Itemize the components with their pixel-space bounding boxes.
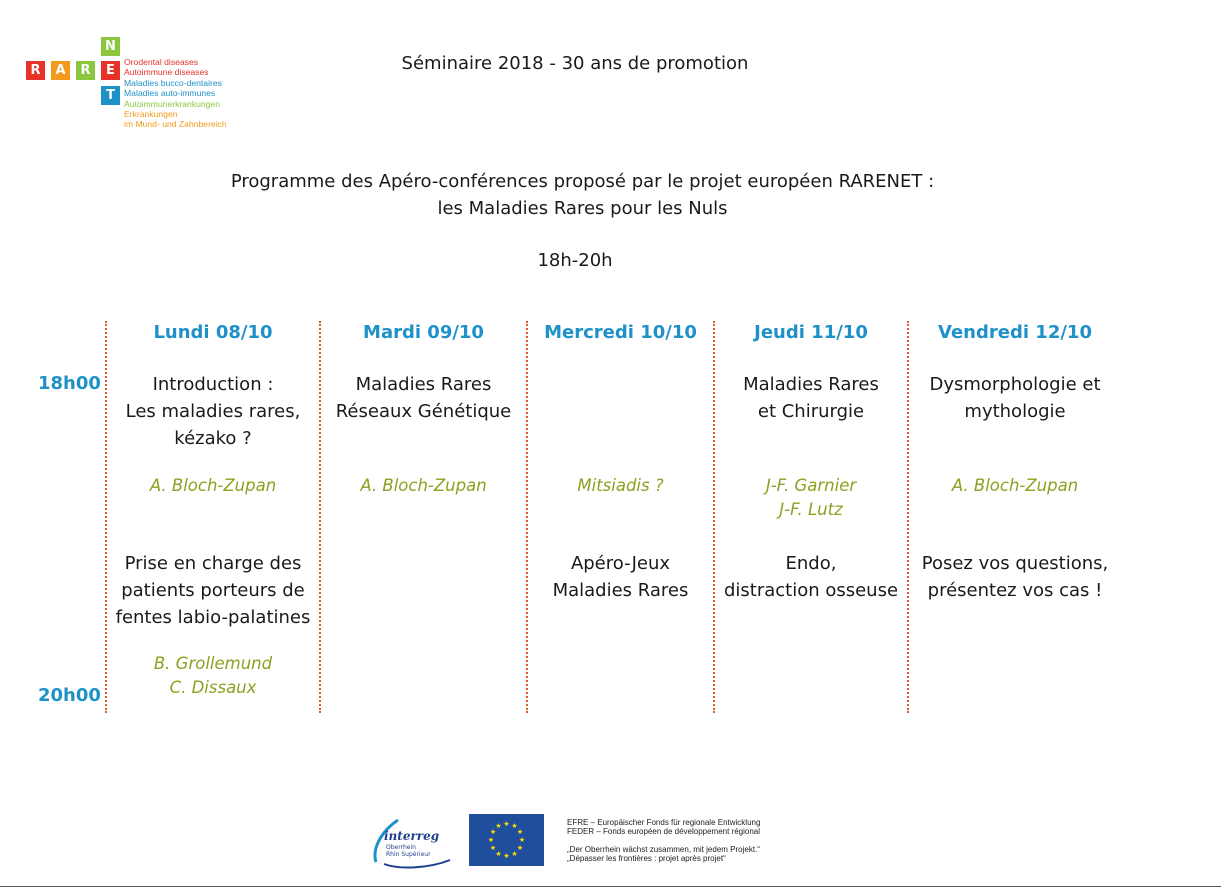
speaker-monday-2 bbox=[108, 652, 318, 700]
session-line: et Chirurgie bbox=[757, 401, 865, 422]
session-line: Maladies Rares bbox=[552, 580, 689, 601]
svg-text:★: ★ bbox=[489, 828, 497, 836]
speaker-line: A. Bloch-Zupan bbox=[360, 476, 487, 495]
day-header-thursday: Jeudi 11/10 bbox=[754, 322, 868, 343]
session-line: Maladies Rares bbox=[355, 374, 492, 395]
session-wednesday-2 bbox=[529, 550, 712, 604]
svg-text:★: ★ bbox=[511, 850, 518, 858]
session-line: Prise en charge des bbox=[124, 553, 302, 574]
logo-tile-r: R bbox=[26, 61, 45, 80]
session-line: Les maladies rares, bbox=[125, 401, 301, 422]
speaker-line: J-F. Garnier bbox=[765, 476, 857, 495]
svg-text:★: ★ bbox=[518, 836, 526, 844]
funding-notice bbox=[567, 818, 760, 864]
speaker-line: A. Bloch-Zupan bbox=[951, 476, 1079, 495]
speaker-line: A. Bloch-Zupan bbox=[149, 476, 277, 495]
column-divider bbox=[319, 321, 321, 713]
session-friday-2 bbox=[910, 550, 1120, 604]
time-range: 18h-20h bbox=[537, 250, 613, 271]
speaker-wednesday-1 bbox=[529, 474, 712, 498]
feder-line: FEDER – Fonds européen de développement régional bbox=[567, 827, 761, 837]
speaker-line: C. Dissaux bbox=[169, 678, 257, 697]
eu-flag-icon bbox=[469, 814, 544, 866]
speaker-tuesday-1 bbox=[322, 474, 525, 498]
session-line: Posez vos questions, bbox=[921, 553, 1109, 574]
svg-text:★: ★ bbox=[516, 828, 524, 836]
session-line: mythologie bbox=[964, 401, 1066, 422]
logo-tile-t: T bbox=[101, 86, 120, 105]
logo-tile-r2: R bbox=[76, 61, 95, 80]
program-subtitle: les Maladies Rares pour les Nuls bbox=[437, 198, 728, 219]
logo-tile-a: A bbox=[51, 61, 70, 80]
motto-line: „Dépasser les frontières : projet après projet“ bbox=[567, 854, 726, 864]
speaker-line: Mitsiadis ? bbox=[577, 476, 664, 495]
eu-stars-icon bbox=[469, 814, 544, 866]
logo-line: Autoimmunerkrankungen bbox=[124, 98, 221, 109]
svg-text:★: ★ bbox=[503, 852, 510, 860]
logo-line: Orodental diseases bbox=[124, 57, 199, 67]
motto-line: „Der Oberrhein wächst zusammen, mit jedem Projekt.“ bbox=[567, 844, 760, 854]
session-line: patients porteurs de bbox=[121, 580, 305, 601]
svg-text:★: ★ bbox=[503, 820, 510, 828]
session-monday-2 bbox=[108, 550, 318, 631]
session-thursday-1 bbox=[716, 371, 906, 425]
interreg-word: interreg bbox=[384, 829, 440, 843]
interreg-line2: Rhin Supérieur bbox=[386, 851, 431, 858]
session-line: Apéro-Jeux bbox=[570, 553, 671, 574]
end-time-label: 20h00 bbox=[38, 685, 101, 706]
logo-line: im Mund- und Zahnbereich bbox=[124, 119, 227, 130]
start-time-label: 18h00 bbox=[38, 373, 101, 394]
logo-line: Maladies bucco-dentaires bbox=[124, 77, 222, 88]
svg-text:★: ★ bbox=[516, 844, 524, 852]
column-divider bbox=[105, 321, 107, 713]
column-divider bbox=[713, 321, 715, 713]
session-line: présentez vos cas ! bbox=[927, 580, 1103, 601]
session-line: distraction osseuse bbox=[723, 580, 899, 601]
logo-line: Maladies auto-immunes bbox=[124, 88, 216, 99]
speaker-monday-1 bbox=[108, 474, 318, 498]
svg-text:★: ★ bbox=[511, 822, 518, 830]
column-divider bbox=[526, 321, 528, 713]
speaker-thursday-1 bbox=[716, 474, 906, 522]
session-monday-1 bbox=[108, 371, 318, 452]
logo-tile-n: N bbox=[101, 37, 120, 56]
speaker-line: J-F. Lutz bbox=[779, 500, 843, 519]
svg-text:★: ★ bbox=[487, 836, 495, 844]
day-header-wednesday: Mercredi 10/10 bbox=[544, 322, 697, 343]
session-line: Maladies Rares bbox=[743, 374, 879, 395]
efre-line: EFRE – Europäischer Fonds für regionale Entwicklung bbox=[567, 818, 761, 827]
session-line: Introduction : bbox=[152, 374, 274, 395]
session-tuesday-1 bbox=[322, 371, 525, 425]
session-line: fentes labio-palatines bbox=[115, 607, 311, 628]
page-title: Séminaire 2018 - 30 ans de promotion bbox=[401, 53, 749, 74]
column-divider bbox=[907, 321, 909, 713]
bottom-rule bbox=[0, 886, 1221, 887]
session-line: Réseaux Génétique bbox=[335, 401, 512, 422]
logo-tile-e: E bbox=[101, 61, 120, 80]
session-line: Dysmorphologie et bbox=[929, 374, 1101, 395]
svg-text:★: ★ bbox=[489, 844, 497, 852]
session-friday-1 bbox=[910, 371, 1120, 425]
day-header-monday: Lundi 08/10 bbox=[153, 322, 273, 343]
day-header-tuesday: Mardi 09/10 bbox=[363, 322, 484, 343]
session-thursday-2 bbox=[716, 550, 906, 604]
session-line: Endo, bbox=[785, 553, 837, 574]
logo-line: Erkrankungen bbox=[124, 109, 178, 120]
logo-line: Autoimmune diseases bbox=[124, 67, 209, 78]
speaker-line: B. Grollemund bbox=[153, 654, 273, 673]
svg-text:★: ★ bbox=[495, 822, 502, 830]
day-header-friday: Vendredi 12/10 bbox=[938, 322, 1092, 343]
rarenet-logo bbox=[20, 25, 250, 140]
program-title: Programme des Apéro-conférences proposé par le projet européen RARENET : bbox=[230, 171, 935, 192]
speaker-friday-1 bbox=[910, 474, 1120, 498]
session-line: kézako ? bbox=[174, 428, 252, 449]
interreg-swoosh-icon bbox=[370, 810, 460, 872]
interreg-logo bbox=[370, 810, 460, 872]
svg-text:★: ★ bbox=[495, 850, 502, 858]
interreg-line1: Oberrhein bbox=[386, 844, 416, 851]
